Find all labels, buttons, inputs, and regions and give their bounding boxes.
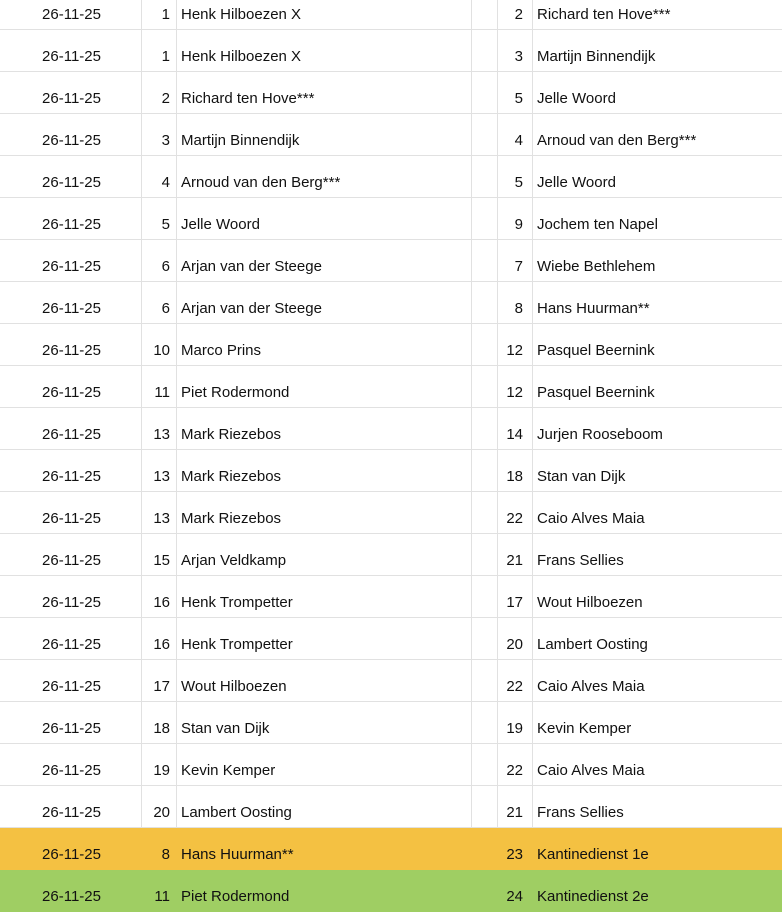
away-number-cell[interactable]: 14 [497, 408, 532, 449]
table-row [0, 408, 782, 450]
away-number-cell[interactable]: 2 [497, 0, 532, 29]
away-player-cell[interactable]: Caio Alves Maia [532, 492, 782, 533]
away-number-cell[interactable]: 22 [497, 492, 532, 533]
date-cell[interactable]: 26-11-25 [42, 552, 101, 569]
away-number-cell[interactable]: 8 [497, 282, 532, 323]
home-player-cell[interactable]: Arjan van der Steege [176, 240, 471, 281]
home-number-cell[interactable]: 17 [141, 660, 176, 701]
away-player-cell[interactable]: Lambert Oosting [532, 618, 782, 659]
table-row [0, 240, 782, 282]
table-row [0, 0, 782, 30]
table-row [0, 450, 782, 492]
table-row [0, 30, 782, 72]
away-number-cell[interactable]: 12 [497, 324, 532, 365]
away-number-cell[interactable]: 19 [497, 702, 532, 743]
spacer-cell[interactable] [471, 492, 497, 533]
home-player-cell[interactable]: Mark Riezebos [176, 492, 471, 533]
home-player-cell[interactable]: Henk Hilboezen X [176, 0, 471, 29]
home-number-cell[interactable]: 16 [141, 618, 176, 659]
spacer-cell[interactable] [471, 744, 497, 785]
spacer-cell[interactable] [471, 30, 497, 71]
date-cell[interactable]: 26-11-25 [42, 342, 101, 359]
away-player-cell[interactable]: Pasquel Beernink [532, 366, 782, 407]
away-player-cell[interactable]: Martijn Binnendijk [532, 30, 782, 71]
spacer-cell[interactable] [471, 114, 497, 155]
spacer-cell[interactable] [471, 828, 497, 869]
home-number-cell[interactable]: 3 [141, 114, 176, 155]
spacer-cell[interactable] [471, 282, 497, 323]
home-player-cell[interactable]: Piet Rodermond [176, 366, 471, 407]
away-number-cell[interactable]: 4 [497, 114, 532, 155]
date-cell[interactable]: 26-11-25 [42, 300, 101, 317]
home-player-cell[interactable]: Stan van Dijk [176, 702, 471, 743]
home-player-cell[interactable]: Mark Riezebos [176, 408, 471, 449]
home-player-cell[interactable]: Arjan van der Steege [176, 282, 471, 323]
spacer-cell[interactable] [471, 240, 497, 281]
home-player-cell[interactable]: Lambert Oosting [176, 786, 471, 827]
table-row [0, 156, 782, 198]
home-number-cell[interactable]: 13 [141, 450, 176, 491]
table-row [0, 786, 782, 828]
spacer-cell[interactable] [471, 450, 497, 491]
table-row [0, 492, 782, 534]
spacer-cell[interactable] [471, 870, 497, 911]
home-player-cell[interactable]: Piet Rodermond [181, 888, 290, 905]
home-number-cell[interactable]: 1 [141, 0, 176, 29]
home-number-cell[interactable]: 13 [141, 492, 176, 533]
away-player-cell[interactable]: Hans Huurman** [532, 282, 782, 323]
away-number-cell[interactable]: 22 [497, 744, 532, 785]
home-number-cell[interactable]: 20 [141, 786, 176, 827]
date-cell[interactable]: 26-11-25 [42, 90, 101, 107]
home-number-cell[interactable]: 16 [141, 576, 176, 617]
home-number-cell[interactable]: 1 [141, 30, 176, 71]
table-row [0, 366, 782, 408]
table-row [0, 114, 782, 156]
spacer-cell[interactable] [471, 156, 497, 197]
home-number-cell[interactable]: 11 [141, 366, 176, 407]
table-row [0, 282, 782, 324]
home-player-cell[interactable]: Kevin Kemper [176, 744, 471, 785]
date-cell[interactable]: 26-11-25 [42, 174, 101, 191]
table-row [0, 72, 782, 114]
spacer-cell[interactable] [471, 702, 497, 743]
date-cell[interactable]: 26-11-25 [42, 384, 101, 401]
date-cell[interactable]: 26-11-25 [42, 6, 101, 23]
spacer-cell[interactable] [471, 534, 497, 575]
home-number-cell[interactable]: 11 [154, 888, 170, 905]
table-row [0, 744, 782, 786]
date-cell[interactable]: 26-11-25 [42, 426, 101, 443]
home-number-cell[interactable]: 19 [141, 744, 176, 785]
date-cell[interactable]: 26-11-25 [42, 258, 101, 275]
away-player-cell[interactable]: Stan van Dijk [532, 450, 782, 491]
away-player-cell[interactable]: Wiebe Bethlehem [532, 240, 782, 281]
away-player-cell[interactable]: Jelle Woord [532, 72, 782, 113]
table-row [0, 534, 782, 576]
date-cell[interactable]: 26-11-25 [42, 468, 101, 485]
away-number-cell[interactable]: 5 [497, 72, 532, 113]
spacer-cell[interactable] [471, 198, 497, 239]
home-player-cell[interactable]: Martijn Binnendijk [176, 114, 471, 155]
away-player-cell[interactable]: Kantinedienst 1e [537, 846, 649, 863]
date-cell[interactable]: 26-11-25 [42, 846, 101, 863]
away-player-cell[interactable]: Caio Alves Maia [532, 660, 782, 701]
away-player-cell[interactable]: Kevin Kemper [532, 702, 782, 743]
home-number-cell[interactable]: 2 [141, 72, 176, 113]
spacer-cell[interactable] [471, 576, 497, 617]
away-player-cell[interactable]: Arnoud van den Berg*** [532, 114, 782, 155]
spacer-cell[interactable] [471, 324, 497, 365]
away-player-cell[interactable]: Jurjen Rooseboom [532, 408, 782, 449]
away-player-cell[interactable]: Jochem ten Napel [532, 198, 782, 239]
spacer-cell[interactable] [471, 786, 497, 827]
away-number-cell[interactable]: 21 [497, 786, 532, 827]
home-player-cell[interactable]: Mark Riezebos [176, 450, 471, 491]
away-number-cell[interactable]: 22 [497, 660, 532, 701]
home-number-cell[interactable]: 15 [141, 534, 176, 575]
away-player-cell[interactable]: Frans Sellies [532, 786, 782, 827]
home-player-cell[interactable]: Henk Hilboezen X [176, 30, 471, 71]
table-row [0, 618, 782, 660]
date-cell[interactable]: 26-11-25 [42, 762, 101, 779]
away-number-cell[interactable]: 7 [497, 240, 532, 281]
table-row [0, 324, 782, 366]
home-number-cell[interactable]: 6 [141, 282, 176, 323]
home-player-cell[interactable]: Hans Huurman** [181, 846, 294, 863]
spacer-cell[interactable] [471, 660, 497, 701]
away-player-cell[interactable]: Richard ten Hove*** [532, 0, 782, 29]
spacer-cell[interactable] [471, 0, 497, 29]
away-number-cell[interactable]: 21 [497, 534, 532, 575]
away-number-cell[interactable]: 9 [497, 198, 532, 239]
home-player-cell[interactable]: Arjan Veldkamp [176, 534, 471, 575]
away-number-cell[interactable]: 18 [497, 450, 532, 491]
home-number-cell[interactable]: 8 [161, 846, 170, 863]
home-number-cell[interactable]: 5 [141, 198, 176, 239]
spacer-cell[interactable] [471, 72, 497, 113]
home-player-cell[interactable]: Richard ten Hove*** [176, 72, 471, 113]
date-cell[interactable]: 26-11-25 [42, 678, 101, 695]
date-cell[interactable]: 26-11-25 [42, 510, 101, 527]
away-number-cell[interactable]: 12 [497, 366, 532, 407]
home-number-cell[interactable]: 6 [141, 240, 176, 281]
table-row [0, 576, 782, 618]
away-number-cell[interactable]: 24 [506, 888, 523, 905]
table-row [0, 828, 782, 870]
date-cell[interactable]: 26-11-25 [42, 888, 101, 905]
home-player-cell[interactable]: Jelle Woord [176, 198, 471, 239]
away-player-cell[interactable]: Frans Sellies [532, 534, 782, 575]
home-player-cell[interactable]: Arnoud van den Berg*** [176, 156, 471, 197]
spacer-cell[interactable] [471, 408, 497, 449]
table-row [0, 198, 782, 240]
spacer-cell[interactable] [471, 618, 497, 659]
home-number-cell[interactable]: 4 [141, 156, 176, 197]
date-cell[interactable]: 26-11-25 [42, 594, 101, 611]
home-number-cell[interactable]: 10 [141, 324, 176, 365]
away-player-cell[interactable]: Wout Hilboezen [532, 576, 782, 617]
date-cell[interactable]: 26-11-25 [42, 720, 101, 737]
home-number-cell[interactable]: 13 [141, 408, 176, 449]
away-number-cell[interactable]: 23 [506, 846, 523, 863]
away-player-cell[interactable]: Caio Alves Maia [532, 744, 782, 785]
home-number-cell[interactable]: 18 [141, 702, 176, 743]
home-player-cell[interactable]: Henk Trompetter [176, 618, 471, 659]
date-cell[interactable]: 26-11-25 [42, 48, 101, 65]
spacer-cell[interactable] [471, 366, 497, 407]
table-row [0, 870, 782, 912]
home-player-cell[interactable]: Wout Hilboezen [176, 660, 471, 701]
away-player-cell[interactable]: Jelle Woord [532, 156, 782, 197]
away-number-cell[interactable]: 5 [497, 156, 532, 197]
away-player-cell[interactable]: Pasquel Beernink [532, 324, 782, 365]
home-player-cell[interactable]: Marco Prins [176, 324, 471, 365]
date-cell[interactable]: 26-11-25 [42, 132, 101, 149]
away-player-cell[interactable]: Kantinedienst 2e [537, 888, 649, 905]
home-player-cell[interactable]: Henk Trompetter [176, 576, 471, 617]
table-row [0, 702, 782, 744]
date-cell[interactable]: 26-11-25 [42, 636, 101, 653]
away-number-cell[interactable]: 20 [497, 618, 532, 659]
table-row [0, 660, 782, 702]
date-cell[interactable]: 26-11-25 [42, 804, 101, 821]
date-cell[interactable]: 26-11-25 [42, 216, 101, 233]
away-number-cell[interactable]: 17 [497, 576, 532, 617]
away-number-cell[interactable]: 3 [497, 30, 532, 71]
